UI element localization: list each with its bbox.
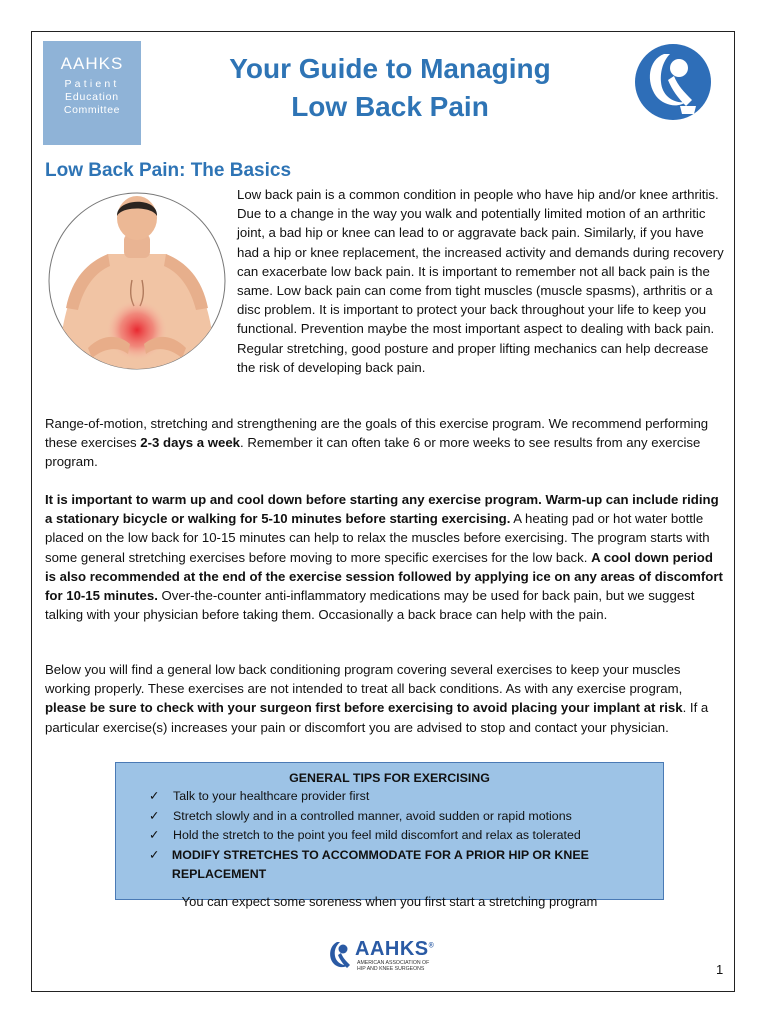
title-line-1: Your Guide to Managing — [229, 53, 551, 84]
list-item — [149, 807, 663, 827]
footer-brand-name: AAHKS — [355, 938, 429, 960]
list-item — [149, 826, 663, 846]
page-title — [160, 50, 620, 126]
footer-subtitle — [357, 960, 447, 972]
list-item — [149, 846, 663, 885]
intro-paragraph: Low back pain is a common condition in people who have hip and/or knee arthritis. Due to a change in the way you walk and potentially limited motion of an arthritic joint, a bad hip or knee can lead to or aggravate back pain. Similarly, if you have had a hip or knee replacement, the increased activity and demands during recovery can exacerbate low back pain. It is important to remember not all back pain is the same. Low back pain can come from tight muscles (muscle spasms), arthritis or a disc problem. It is important to protect your back throughout your life to keep you functional. Prevention maybe the most important aspect to dealing with back pain. Regular stretching, good posture and proper lifting mechanics can help decrease the risk of developing back pain. — [237, 187, 724, 375]
program-text-1: Below you will find a general low back conditioning program covering several exercises to keep your muscles working properly. These exercises are not intended to treat all back conditions. As with any exercise program, — [45, 662, 683, 697]
logo-line-committee: Committee — [63, 104, 121, 116]
aahks-footer-logo — [327, 938, 447, 976]
checkmark-icon: ✓ — [149, 847, 160, 862]
footer-sub-line-2: HIP AND KNEE SURGEONS — [357, 966, 425, 972]
footer-brand — [355, 938, 434, 961]
goals-bold-frequency: 2-3 days a week — [140, 435, 241, 451]
footer-sub-line-1: AMERICAN ASSOCIATION OF — [357, 960, 430, 966]
aahks-committee-logo — [43, 41, 141, 145]
warmup-paragraph — [45, 490, 725, 624]
tips-list — [116, 787, 663, 885]
logo-line-education: Education — [65, 91, 119, 103]
logo-brand: AAHKS — [60, 54, 124, 73]
list-item — [149, 787, 663, 807]
back-pain-illustration — [48, 188, 226, 374]
tip-text: Stretch slowly and in a controlled manner, avoid sudden or rapid motions — [173, 808, 572, 823]
tip-text: MODIFY STRETCHES TO ACCOMMODATE FOR A PRIOR HIP OR KNEE REPLACEMENT — [171, 847, 589, 881]
title-line-2: Low Back Pain — [291, 91, 489, 122]
page-number: 1 — [716, 962, 724, 977]
tip-text: Talk to your healthcare provider first — [173, 789, 370, 803]
hip-joint-logo-icon — [634, 42, 712, 122]
tips-note: You can expect some soreness when you first start a stretching program — [181, 893, 598, 909]
tip-text: Hold the stretch to the point you feel mild discomfort and relax as tolerated — [173, 828, 581, 842]
general-tips-box — [115, 762, 664, 909]
aahks-mark-icon — [327, 940, 353, 970]
warmup-text-2: Over-the-counter anti-inflammatory medications may be used for back pain, but we suggest talking with your physician before taking them. Occasionally a back brace can help with the pain. — [45, 588, 695, 623]
goals-paragraph — [45, 414, 725, 472]
tips-title: GENERAL TIPS FOR EXERCISING — [289, 771, 490, 785]
warmup-bold-1: It is important to warm up and cool down before starting any exercise program. Warm-up can include riding a stationary bicycle or walking for 5-10 minutes before starting exercising. — [45, 492, 719, 527]
logo-line-patient: Patient — [64, 78, 120, 90]
checkmark-icon: ✓ — [149, 789, 160, 803]
warmup-bold-2: A cool down period is also recommended at the end of the exercise session followed by applying ice on any areas of discomfort for 10-15 minutes. — [45, 549, 723, 604]
program-paragraph — [45, 660, 725, 737]
warmup-text-1: A heating pad or hot water bottle placed on the low back for 10-15 minutes can help to relax the muscles before exercising. The program starts with some general stretching exercises before moving to more specific exercises for the low back. — [45, 511, 710, 565]
program-text-2: . If a particular exercise(s) increases your pain or discomfort you are advised to stop and contact your physician. — [45, 700, 709, 735]
registered-mark: ® — [428, 942, 435, 950]
goals-text-2: . Remember it can often take 6 or more weeks to see results from any exercise program. — [45, 435, 701, 470]
goals-text-1: Range-of-motion, stretching and strengthening are the goals of this exercise program. We recommend performing these exercises — [45, 416, 709, 451]
checkmark-icon: ✓ — [149, 808, 160, 823]
checkmark-icon: ✓ — [149, 828, 160, 842]
program-bold-warning: please be sure to check with your surgeon first before exercising to avoid placing your implant at risk — [45, 700, 683, 716]
section-heading: Low Back Pain: The Basics — [45, 160, 292, 181]
